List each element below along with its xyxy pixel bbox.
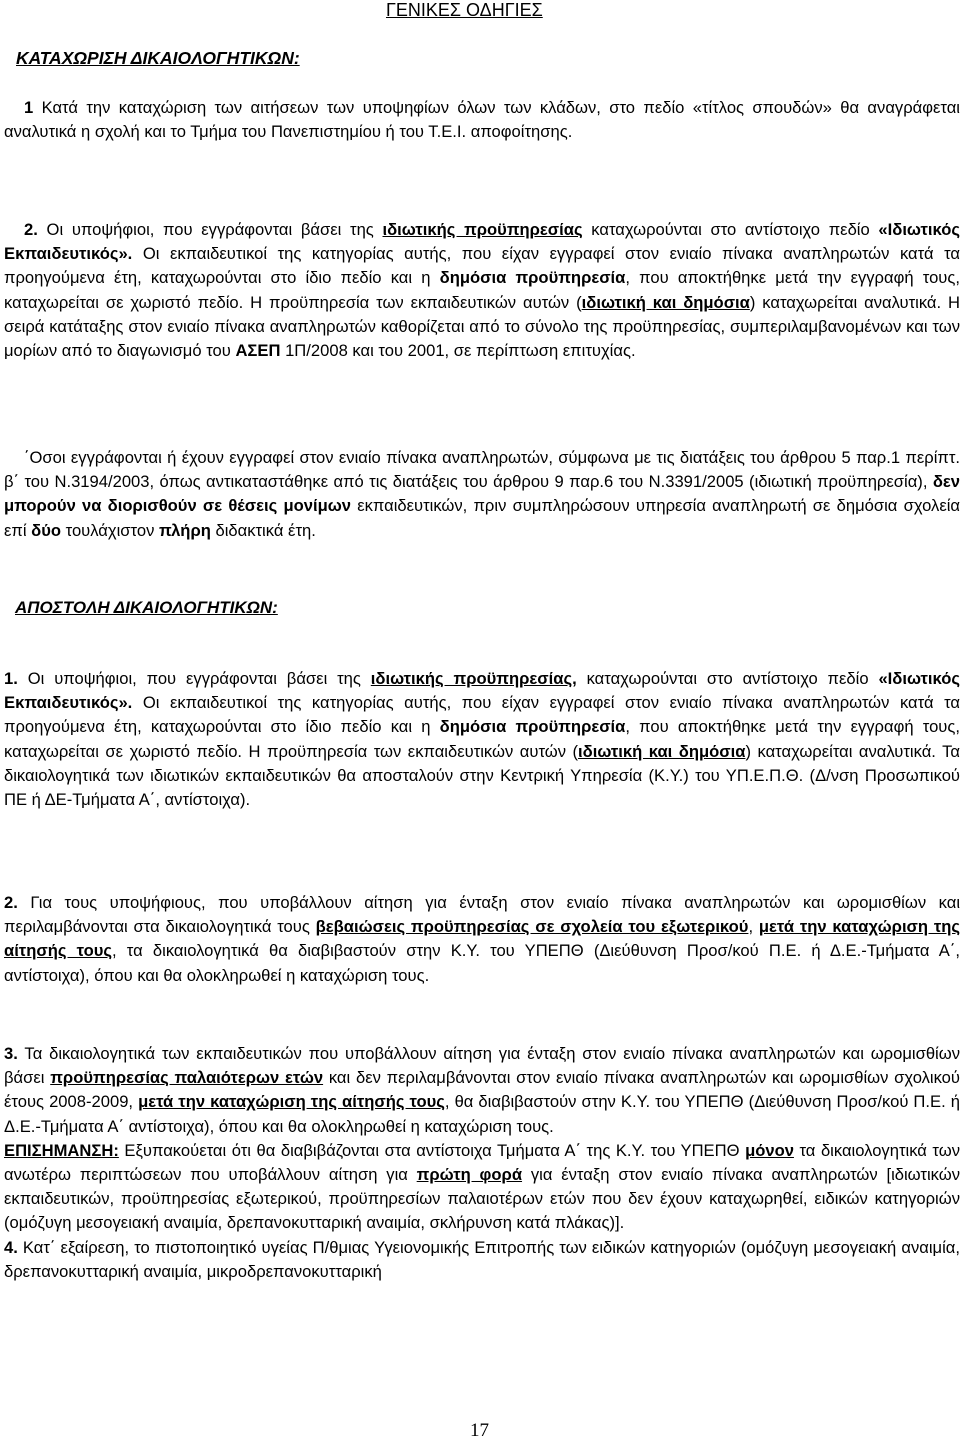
emphasis: ιδιωτική και δημόσια: [578, 741, 746, 761]
text: καταχωρούνται στο αντίστοιχο πεδίο: [582, 220, 879, 239]
paragraph-number: 3.: [4, 1044, 18, 1063]
paragraph-number: 1: [24, 98, 34, 117]
emphasis: μετά την καταχώριση της αίτησής τους: [4, 917, 960, 961]
text: Τα δικαιολογητικά των εκπαιδευτικών που υποβάλλουν αίτηση για ένταξη στον ενιαίο πίνακα αναπληρωτών και ωρομισθίων βάσει: [4, 1044, 960, 1088]
text: Οι εκπαιδευτικοί της κατηγορίας αυτής, που είχαν εγγραφεί στον ενιαίο πίνακα αναπληρωτών κατά τα προηγούμενα έτη, καταχωρούνται στο ίδιο πεδίο και η: [4, 244, 960, 288]
text: και δεν περιλαμβάνονται στον ενιαίο πίνακα αναπληρωτών και ωρομισθίων σχολικού έτους 2008-2009,: [4, 1068, 960, 1112]
text: τα δικαιολογητικά των ανωτέρω περιπτώσεων που υποβάλλουν αίτηση για: [4, 1140, 960, 1185]
emphasis: πρώτη φορά: [416, 1165, 523, 1185]
text: για ένταξη στον ενιαίο πίνακα αναπληρωτών [ιδιωτικών εκπαιδευτικών, προϋπηρεσίας εξωτερικού, προϋπηρεσίων παλαιοτέρων ετών που δεν έχουν καταχωρηθεί, ειδικών κατηγοριών (ομόζυγη μεσογειακή αναιμία, δρεπανοκυτταρική αναιμία, σκλήρυνση κατά πλάκας)].: [4, 1165, 960, 1233]
emphasis: δεν μπορούν να διορισθούν σε θέσεις μονίμων: [4, 472, 960, 516]
paragraph-2: [4, 218, 960, 363]
text: ΄Οσοι εγγράφονται ή έχουν εγγραφεί στον ενιαίο πίνακα αναπληρωτών, σύμφωνα με τις διατάξεις του άρθρου 5 παρ.1 περίπτ. β΄ του Ν.3194/2003, όπως αντικαταστάθηκε από τις διατάξεις του άρθρου 9 παρ.6 του Ν.3391/2005 (ιδιωτική προϋπηρεσία),: [4, 448, 960, 492]
section-item-1: [4, 667, 960, 812]
text: ,: [748, 917, 759, 937]
text: καταχωρούνται στο αντίστοιχο πεδίο: [576, 669, 879, 688]
paragraph-number: 1.: [4, 669, 18, 688]
text: , θα διαβιβαστούν στην Κ.Υ. του ΥΠΕΠΘ (Διεύθυνση Προσ/κού Π.Ε. ή Δ.Ε.-Τμήματα Α΄ αντίστοιχα), όπου και θα ολοκληρωθεί η καταχώριση τους.: [4, 1092, 960, 1136]
emphasis: βεβαιώσεις προϋπηρεσίας σε σχολεία του εξωτερικού: [315, 917, 749, 937]
emphasis: μόνον: [745, 1140, 794, 1160]
emphasis: προϋπηρεσίας παλαιότερων ετών: [50, 1068, 324, 1088]
emphasis: δημόσια προϋπηρεσία: [439, 268, 626, 288]
emphasis: δημόσια προϋπηρεσία: [439, 717, 626, 737]
subtitle-sending: ΑΠΟΣΤΟΛΗ ΔΙΚΑΙΟΛΟΓΗΤΙΚΩΝ:: [15, 598, 278, 617]
text: Οι εκπαιδευτικοί της κατηγορίας αυτής, που είχαν εγγραφεί στον ενιαίο πίνακα αναπληρωτών κατά τα προηγούμενα έτη, καταχωρούνται στο ίδιο πεδίο και η: [4, 693, 960, 737]
paragraph-number: 2.: [24, 220, 38, 239]
emphasis: πλήρη: [158, 520, 211, 540]
emphasis: ιδιωτική και δημόσια: [581, 292, 750, 312]
paragraph-1: [4, 96, 960, 144]
section-item-3: [4, 1042, 960, 1284]
text: , που αποκτήθηκε μετά την εγγραφή τους, καταχωρείται σε χωριστό πεδίο. Η προϋπηρεσία των εκπαιδευτικών αυτών (: [4, 717, 960, 761]
emphasis: ΑΣΕΠ: [235, 341, 281, 361]
text: Κατ΄ εξαίρεση, το πιστοποιητικό υγείας Π/θμιας Υγειονομικής Επιτροπής των ειδικών κατηγοριών (ομόζυγη μεσογειακή αναιμία, δρεπανοκυτταρική αναιμία, μικροδρεπανοκυτταρική: [4, 1237, 960, 1281]
emphasis: μετά την καταχώριση της αίτησής τους: [138, 1092, 445, 1112]
text: Κατά την καταχώριση των αιτήσεων των υποψηφίων όλων των κλάδων, στο πεδίο «τίτλος σπουδών» θα αναγράφεται αναλυτικά η σχολή και το Τμήμα του Πανεπιστημίου ή του Τ.Ε.Ι. αποφοίτησης.: [4, 98, 960, 142]
text: , τα δικαιολογητικά θα διαβιβαστούν στην Κ.Υ. του ΥΠΕΠΘ (Διεύθυνση Προσ/κού Π.Ε. ή Δ.Ε.-Τμήματα Α΄, αντίστοιχα), όπου και θα ολοκληρωθεί η καταχώριση τους.: [4, 941, 960, 985]
notice-label: ΕΠΙΣΗΜΑΝΣΗ:: [4, 1140, 119, 1160]
emphasis: δύο: [31, 520, 62, 540]
text: Οι υποψήφιοι, που εγγράφονται βάσει της: [37, 220, 383, 239]
paragraph-number: 2.: [4, 893, 18, 912]
section-item-2: [4, 891, 960, 988]
section-item-4: [4, 1236, 960, 1284]
text: Εξυπακούεται ότι θα διαβιβάζονται στα αντίστοιχα Τμήματα Α΄ της Κ.Υ. του ΥΠΕΠΘ: [118, 1140, 746, 1160]
notice: [4, 1139, 960, 1236]
text: 1Π/2008 και του 2001, σε περίπτωση επιτυχίας.: [280, 341, 636, 361]
text: Για τους υποψήφιους, που υποβάλλουν αίτηση για ένταξη στον ενιαίο πίνακα αναπληρωτών και ωρομισθίων και περιλαμβάνονται στα δικαιολογητικά τους: [4, 893, 960, 937]
paragraph-number: 4.: [4, 1237, 18, 1257]
text: τουλάχιστον: [61, 520, 159, 540]
emphasis: «Ιδιωτικός Εκπαιδευτικός».: [4, 220, 960, 264]
text: Οι υποψήφιοι, που εγγράφονται βάσει της: [17, 669, 371, 688]
text: , που αποκτήθηκε μετά την εγγραφή τους, καταχωρείται σε χωριστό πεδίο. Η προϋπηρεσία των εκπαιδευτικών αυτών (: [4, 268, 960, 312]
text: εκπαιδευτικών, πριν συμπληρώσουν υπηρεσία αναπληρωτή σε δημόσια σχολεία επί: [4, 496, 960, 540]
subtitle-registration: ΚΑΤΑΧΩΡΙΣΗ ΔΙΚΑΙΟΛΟΓΗΤΙΚΩΝ:: [16, 48, 300, 68]
text: ) καταχωρείται αναλυτικά. Η σειρά κατάταξης στον ενιαίο πίνακα αναπληρωτών καθορίζεται από το σύνολο της προϋπηρεσίας, συμπεριλαμβανομένων και των μορίων από το διαγωνισμό του: [4, 292, 960, 361]
text: ) καταχωρείται αναλυτικά. Τα δικαιολογητικά των ιδιωτικών εκπαιδευτικών θα αποσταλούν στην Κεντρική Υπηρεσία (Κ.Υ.) του ΥΠ.Ε.Π.Θ. (Δ/νση Προσωπικού ΠΕ ή ΔΕ-Τμήματα Α΄, αντίστοιχα).: [4, 741, 960, 810]
section-title: ΓΕΝΙΚΕΣ ΟΔΗΓΙΕΣ: [386, 0, 543, 20]
emphasis: ιδιωτικής προϋπηρεσίας,: [370, 669, 577, 688]
emphasis: «Ιδιωτικός Εκπαιδευτικός».: [4, 669, 960, 713]
paragraph-3: [4, 446, 960, 543]
text: διδακτικά έτη.: [210, 520, 316, 540]
emphasis: ιδιωτικής προϋπηρεσίας: [382, 220, 583, 239]
page-number: 17: [470, 1420, 489, 1441]
